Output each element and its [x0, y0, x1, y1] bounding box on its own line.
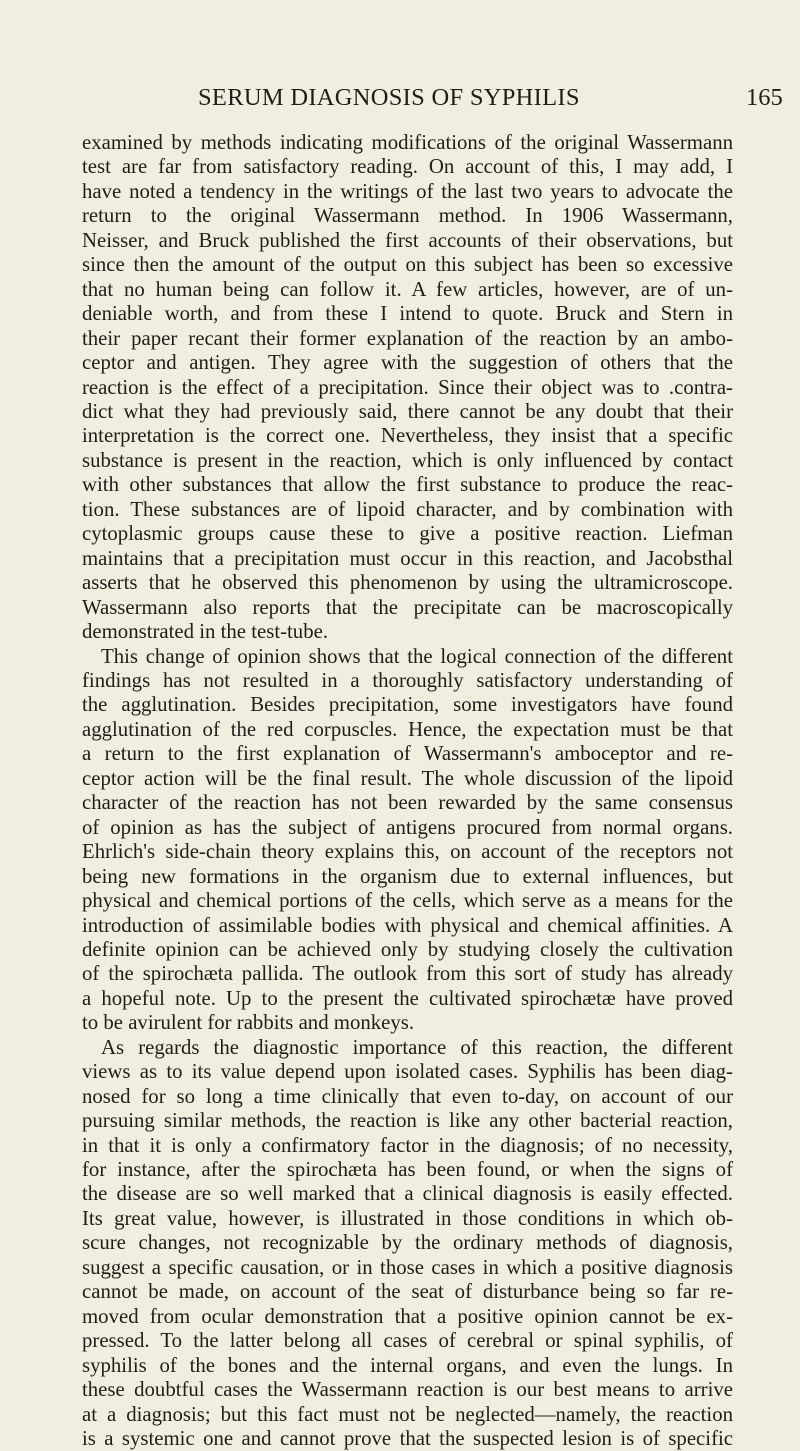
text-line: the agglutination. Besides precipitation, some investigators have found: [82, 693, 733, 717]
text-line: nosed for so long a time clinically that even to-day, on account of our: [82, 1084, 733, 1108]
text-line: the disease are so well marked that a clinical diagnosis is easily effected.: [82, 1182, 733, 1206]
text-line: character of the reaction has not been rewarded by the same consensus: [82, 791, 733, 815]
text-line: physical and chemical portions of the cells, which serve as a means for the: [82, 889, 733, 913]
text-line: Neisser, and Bruck published the first accounts of their observations, but: [82, 228, 733, 252]
text-line: asserts that he observed this phenomenon by using the ultramicroscope.: [82, 571, 733, 595]
body-text: [82, 131, 733, 1451]
text-line: pressed. To the latter belong all cases of cerebral or spinal syphilis, of: [82, 1329, 733, 1353]
text-line: scure changes, not recognizable by the ordinary methods of diagnosis,: [82, 1231, 733, 1255]
text-line: is a systemic one and cannot prove that the suspected lesion is of specific: [82, 1427, 733, 1451]
text-line: being new formations in the organism due to external influences, but: [82, 864, 733, 888]
text-line: views as to its value depend upon isolated cases. Syphilis has been diag-: [82, 1060, 733, 1084]
text-line: cytoplasmic groups cause these to give a positive reaction. Liefman: [82, 522, 733, 546]
text-line: a hopeful note. Up to the present the cultivated spirochætæ have proved: [82, 986, 733, 1010]
text-line: for instance, after the spirochæta has been found, or when the signs of: [82, 1158, 733, 1182]
text-line: dict what they had previously said, there cannot be any doubt that their: [82, 399, 733, 423]
text-line: their paper recant their former explanation of the reaction by an ambo-: [82, 326, 733, 350]
text-line: deniable worth, and from these I intend to quote. Bruck and Stern in: [82, 302, 733, 326]
text-line: findings has not resulted in a thoroughly satisfactory understanding of: [82, 668, 733, 692]
text-line: substance is present in the reaction, which is only influenced by contact: [82, 448, 733, 472]
text-line: since then the amount of the output on this subject has been so excessive: [82, 253, 733, 277]
page-number: 165: [746, 84, 783, 111]
text-line: of the spirochæta pallida. The outlook from this sort of study has already: [82, 962, 733, 986]
text-line: This change of opinion shows that the logical connection of the different: [101, 644, 733, 668]
text-line: demonstrated in the test-tube.: [82, 620, 329, 644]
text-line: syphilis of the bones and the internal organs, and even the lungs. In: [82, 1353, 733, 1377]
text-line: suggest a specific causation, or in those cases in which a positive diagnosis: [82, 1255, 733, 1279]
text-line: in that it is only a confirmatory factor in the diagnosis; of no necessity,: [82, 1133, 733, 1157]
text-line: Its great value, however, is illustrated in those conditions in which ob-: [82, 1206, 733, 1230]
text-line: Wassermann also reports that the precipitate can be macroscopically: [82, 595, 733, 619]
text-line: of opinion as has the subject of antigens procured from normal organs.: [82, 815, 733, 839]
text-line: these doubtful cases the Wassermann reaction is our best means to arrive: [82, 1378, 733, 1402]
text-line: pursuing similar methods, the reaction is like any other bacterial reaction,: [82, 1109, 733, 1133]
text-line: maintains that a precipitation must occur in this reaction, and Jacobsthal: [82, 546, 733, 570]
text-line: introduction of assimilable bodies with physical and chemical affinities. A: [82, 913, 733, 937]
text-line: examined by methods indicating modifications of the original Wassermann: [82, 131, 733, 154]
page-header: [198, 84, 800, 124]
text-line: interpretation is the correct one. Nevertheless, they insist that a specific: [82, 424, 733, 448]
text-line: As regards the diagnostic importance of this reaction, the different: [101, 1035, 733, 1059]
text-line: a return to the first explanation of Wassermann's amboceptor and re-: [82, 742, 733, 766]
text-line: test are far from satisfactory reading. On account of this, I may add, I: [82, 155, 733, 179]
text-line: to be avirulent for rabbits and monkeys.: [82, 1011, 415, 1035]
text-line: cannot be made, on account of the seat of disturbance being so far re-: [82, 1280, 733, 1304]
text-line: reaction is the effect of a precipitation. Since their object was to .contra-: [82, 375, 733, 399]
text-line: at a diagnosis; but this fact must not be neglected—namely, the reaction: [82, 1402, 733, 1426]
running-head: SERUM DIAGNOSIS OF SYPHILIS: [198, 84, 580, 111]
text-line: moved from ocular demonstration that a positive opinion cannot be ex-: [82, 1304, 733, 1328]
text-line: Ehrlich's side-chain theory explains this, on account of the receptors not: [82, 840, 733, 864]
text-line: ceptor and antigen. They agree with the suggestion of others that the: [82, 351, 733, 375]
text-line: return to the original Wassermann method. In 1906 Wassermann,: [82, 204, 733, 228]
text-line: definite opinion can be achieved only by studying closely the cultivation: [82, 937, 733, 961]
text-line: ceptor action will be the final result. The whole discussion of the lipoid: [82, 766, 733, 790]
text-line: have noted a tendency in the writings of the last two years to advocate the: [82, 179, 733, 203]
text-line: that no human being can follow it. A few articles, however, are of un-: [82, 277, 733, 301]
text-line: with other substances that allow the first substance to produce the reac-: [82, 473, 733, 497]
text-line: tion. These substances are of lipoid character, and by combination with: [82, 497, 733, 521]
text-line: agglutination of the red corpuscles. Hence, the expectation must be that: [82, 717, 733, 741]
